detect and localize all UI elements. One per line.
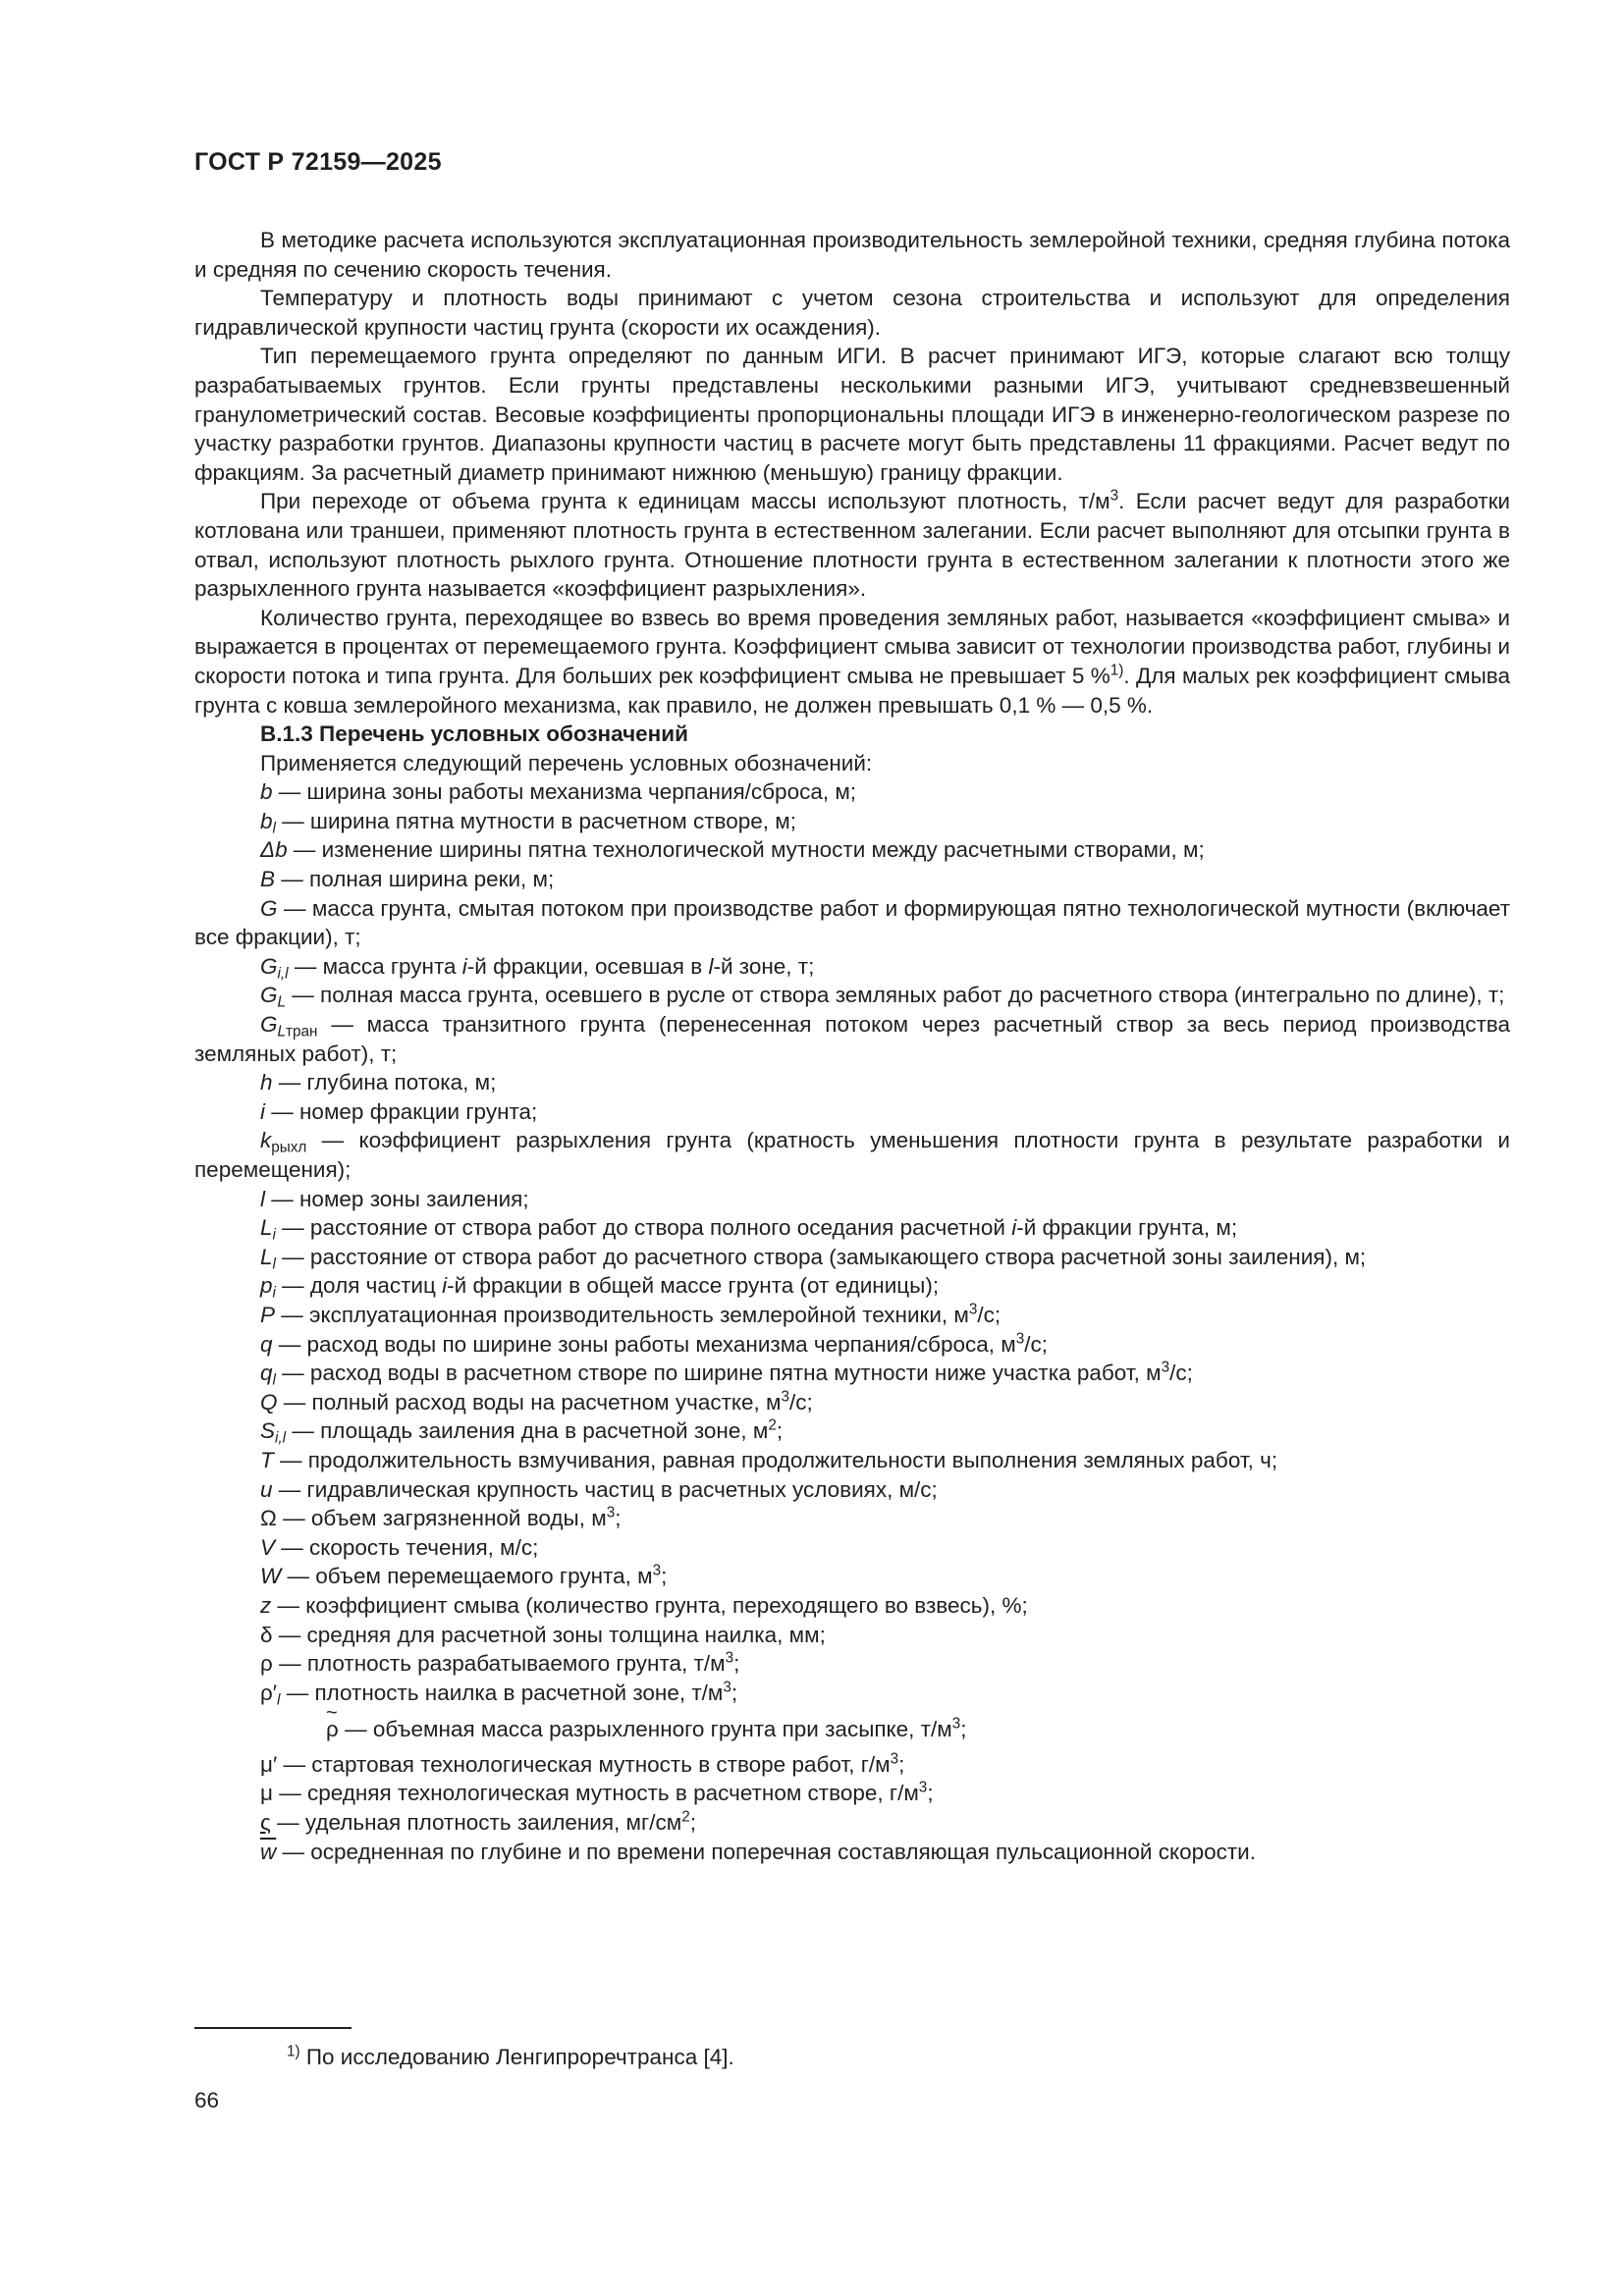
symbol-definition: $G_L$ — полная масса грунта, осевшего в русле от створа земляных работ до расчетного створа (интегрально по длине), т; xyxy=(260,983,1505,1011)
symbol-definition: T — продолжительность взмучивания, равная продолжительности выполнения земляных работ, ч; xyxy=(260,1447,1278,1472)
document-body xyxy=(194,226,1510,1866)
footnote-separator xyxy=(194,2027,352,2029)
symbol-definition: δ — средняя для расчетной зоны толщина наилка, мм; xyxy=(260,1622,826,1647)
symbol-definition: $b_l$ — ширина пятна мутности в расчетном створе, м; xyxy=(260,808,796,837)
symbol-definition: ~ ρ — объемная масса разрыхленного грунта при засыпке, $т/м^3$; xyxy=(194,1715,1510,1744)
symbol-definition: $q_l$ — расход воды в расчетном створе по ширине пятна мутности ниже участка работ, $м^3/с$; xyxy=(260,1359,1193,1389)
symbol-definition: $G_{i,l}$ — масса грунта i-й фракции, осевшая в l-й зоне, т; xyxy=(260,953,815,983)
footnote-text: По исследованию Ленгипроречтранса [4]. xyxy=(299,2045,734,2069)
symbol-definition: z — коэффициент смыва (количество грунта, переходящего во взвесь), %; xyxy=(260,1592,1028,1618)
symbol-definition: $G_{Lтран}$ — масса транзитного грунта (перенесенная потоком через расчетный створ за весь период производства земляных работ), т; xyxy=(194,1012,1510,1066)
symbol-definition: b — ширина зоны работы механизма черпания/сброса, м; xyxy=(260,779,857,805)
paragraph: При переходе от объема грунта к единицам массы используют плотность, $т/м^3$. Если расчет ведут для разработки котлована или траншеи, применяют плотность грунта в естественном залегании. Если расчет выполняют для отсыпки грунта в отвал, используют плотность рыхлого грунта. Отношение плотности грунта в естественном залегании к плотности этого же разрыхленного грунта называется «коэффициент разрыхления». xyxy=(194,487,1510,602)
symbol-definition: ρ — плотность разрабатываемого грунта, $т/м^3$; xyxy=(260,1649,740,1677)
symbol-definition: $k_{рыхл}$ — коэффициент разрыхления грунта (кратность уменьшения плотности грунта в результате разработки и перемещения); xyxy=(194,1128,1510,1182)
symbol-definition: $\rho'_l$ — плотность наилка в расчетной зоне, $т/м^3$; xyxy=(260,1679,738,1708)
symbol-definition: ς — удельная плотность заиления, $мг/см^2$; xyxy=(260,1808,696,1836)
symbol-definition: $L_l$ — расстояние от створа работ до расчетного створа (замыкающего створа расчетной зоны заиления), м; xyxy=(260,1244,1367,1273)
symbol-definition: G — масса грунта, смытая потоком при производстве работ и формирующая пятно технологической мутности (включает все фракции), т; xyxy=(194,895,1510,950)
paragraph: Количество грунта, переходящее во взвесь во время проведения земляных работ, называется «коэффициент смыва» и выражается в процентах от перемещаемого грунта. Коэффициент смыва зависит от технологии производства работ, глубины и скорости потока и типа грунта. Для больших рек коэффициент смыва не превышает 5 %$^{1)}$. Для малых рек коэффициент смыва грунта с ковша землеройного механизма, как правило, не должен превышать 0,1 % — 0,5 %. xyxy=(194,605,1510,718)
symbol-definition: μ′ — стартовая технологическая мутность в створе работ, $г/м^3$; xyxy=(260,1750,905,1777)
symbol-definition: q — расход воды по ширине зоны работы механизма черпания/сброса, $м^3/с$; xyxy=(260,1330,1048,1357)
symbol-definition: i — номер фракции грунта; xyxy=(260,1098,538,1124)
symbol-definition: l — номер зоны заиления; xyxy=(260,1186,529,1211)
page-number: 66 xyxy=(194,2088,220,2112)
symbol-definition: V — скорость течения, м/с; xyxy=(260,1534,539,1560)
symbol-definition: μ — средняя технологическая мутность в расчетном створе, $г/м^3$; xyxy=(260,1780,934,1806)
footnote-reference: 1) xyxy=(1110,662,1124,679)
section-heading: В.1.3 Перечень условных обозначений xyxy=(260,721,688,747)
footnote-mark: 1) xyxy=(287,2043,300,2060)
symbol-definition: $L_i$ — расстояние от створа работ до створа полного оседания расчетной i-й фракции грунта, м; xyxy=(260,1215,1238,1244)
symbol-definition: Ω — объем загрязненной воды, $м^3$; xyxy=(260,1504,622,1531)
symbol-definition: Q — полный расход воды на расчетном участке, $м^3/с$; xyxy=(260,1388,813,1415)
paragraph: Применяется следующий перечень условных обозначений: xyxy=(260,750,873,775)
symbol-definition: W — объем перемещаемого грунта, $м^3$; xyxy=(260,1562,668,1589)
symbol-definition: $p_i$ — доля частиц i-й фракции в общей массе грунта (от единицы); xyxy=(260,1273,940,1302)
document-header: ГОСТ Р 72159—2025 xyxy=(194,148,442,176)
paragraph: В методике расчета используются эксплуатационная производительность землеройной техники, средняя глубина потока и средняя по сечению скорость течения. xyxy=(194,228,1510,282)
paragraph: Тип перемещаемого грунта определяют по данным ИГИ. В расчет принимают ИГЭ, которые слагают всю толщу разрабатываемых грунтов. Если грунты представлены несколькими разными ИГЭ, учитывают средневзвешенный гранулометрический состав. Весовые коэффициенты пропорциональны площади ИГЭ в инженерно-геологическом разрезе по участку разработки грунтов. Диапазоны крупности частиц в расчете могут быть представлены 11 фракциями. Расчет ведут по фракциям. За расчетный диаметр принимают нижнюю (меньшую) границу фракции. xyxy=(194,344,1510,485)
paragraph: Температуру и плотность воды принимают с учетом сезона строительства и используют для определения гидравлической крупности частиц грунта (скорости их осаждения). xyxy=(194,286,1510,340)
symbol-definition: $\overline{w}$ — осредненная по глубине и по времени поперечная составляющая пульсационной скорости. xyxy=(260,1839,1256,1864)
symbol-definition: h — глубина потока, м; xyxy=(260,1070,497,1095)
symbol-definition: B — полная ширина реки, м; xyxy=(260,867,555,892)
footnote xyxy=(287,2043,734,2071)
symbol-definition: P — эксплуатационная производительность землеройной техники, $м^3/с$; xyxy=(260,1301,1001,1327)
symbol-definition: $S_{i,l}$ — площадь заиления дна в расчетной зоне, $м^2$; xyxy=(260,1416,784,1447)
symbol-definition: Δb — изменение ширины пятна технологической мутности между расчетными створами, м; xyxy=(260,837,1205,863)
symbol-definition: u — гидравлическая крупность частиц в расчетных условиях, м/с; xyxy=(260,1476,938,1502)
